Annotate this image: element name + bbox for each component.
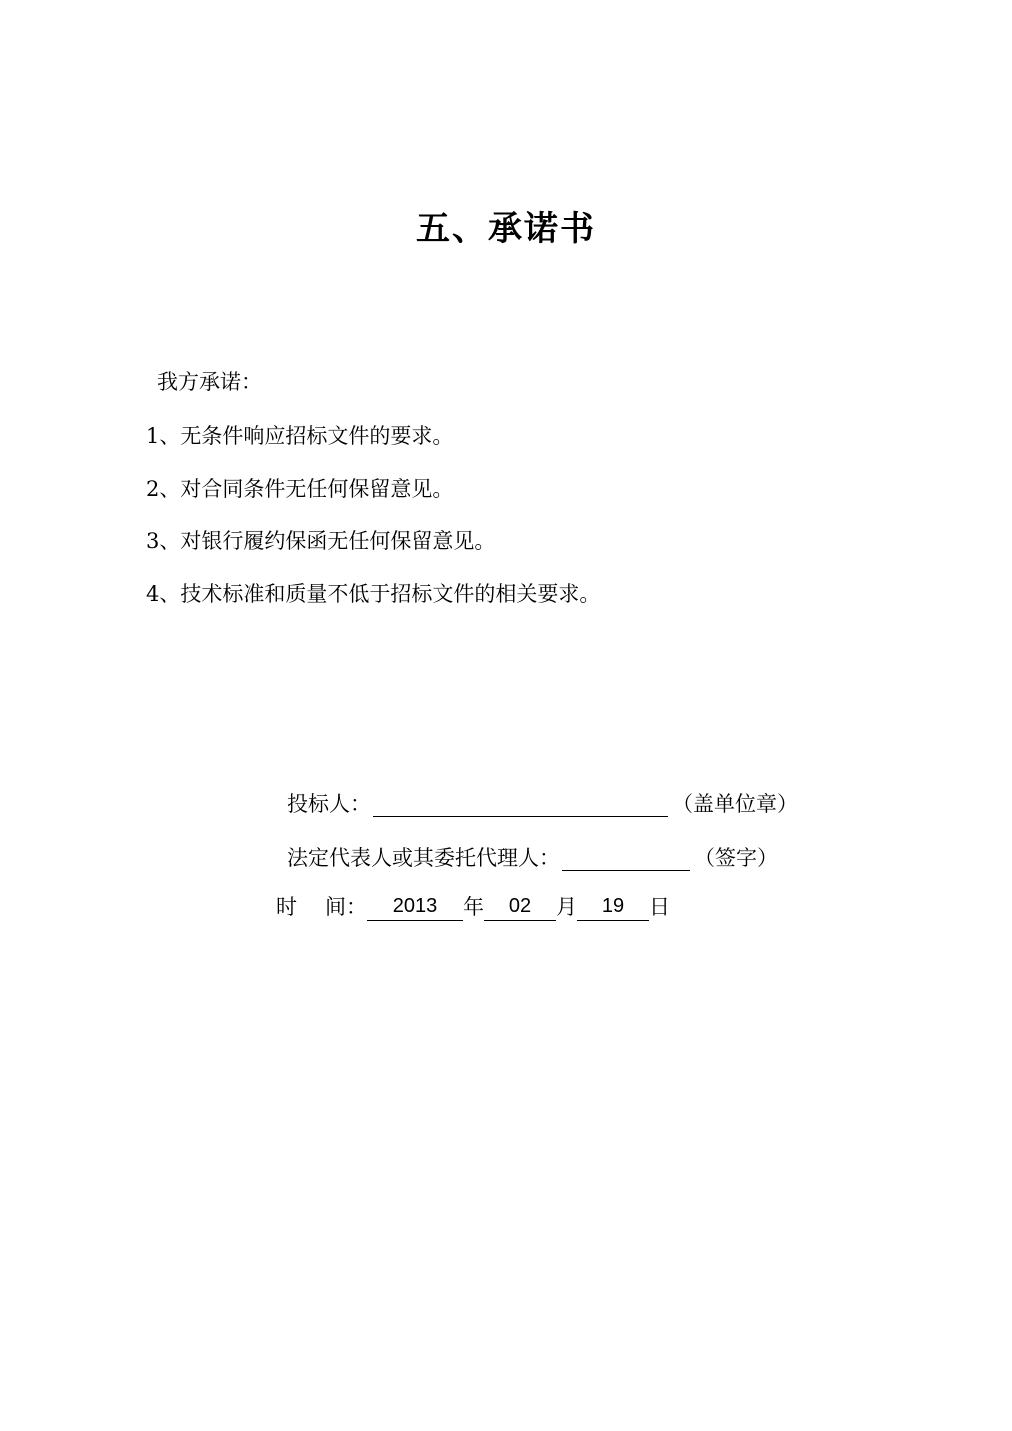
representative-label: 法定代表人或其委托代理人： xyxy=(287,846,560,870)
commitment-list xyxy=(146,420,600,630)
commitment-item-4: 4、技术标准和质量不低于招标文件的相关要求。 xyxy=(146,581,601,606)
year-unit: 年 xyxy=(463,895,484,919)
bidder-signature-row xyxy=(287,788,798,820)
page-title: 五、承诺书 xyxy=(416,209,596,249)
date-row xyxy=(276,891,670,923)
commitment-item-1: 1、无条件响应招标文件的要求。 xyxy=(146,424,454,448)
commitment-item-3: 3、对银行履约保函无任何保留意见。 xyxy=(146,529,496,553)
day-unit: 日 xyxy=(649,895,670,919)
representative-blank-field[interactable] xyxy=(562,844,690,871)
time-label-first: 时 xyxy=(276,895,325,919)
bidder-blank-field[interactable] xyxy=(373,790,668,817)
month-field[interactable]: 02 xyxy=(484,892,556,921)
bidder-label: 投标人： xyxy=(287,792,371,816)
month-unit: 月 xyxy=(556,895,577,919)
bidder-seal-note: （盖单位章） xyxy=(672,792,798,816)
time-label-second: 间： xyxy=(325,895,367,919)
commitment-item-2: 2、对合同条件无任何保留意见。 xyxy=(146,476,454,501)
representative-sign-note: （签字） xyxy=(694,846,778,870)
intro-text: 我方承诺： xyxy=(157,370,262,394)
representative-signature-row xyxy=(287,842,778,874)
year-field[interactable]: 2013 xyxy=(367,892,463,921)
day-field[interactable]: 19 xyxy=(577,892,649,921)
